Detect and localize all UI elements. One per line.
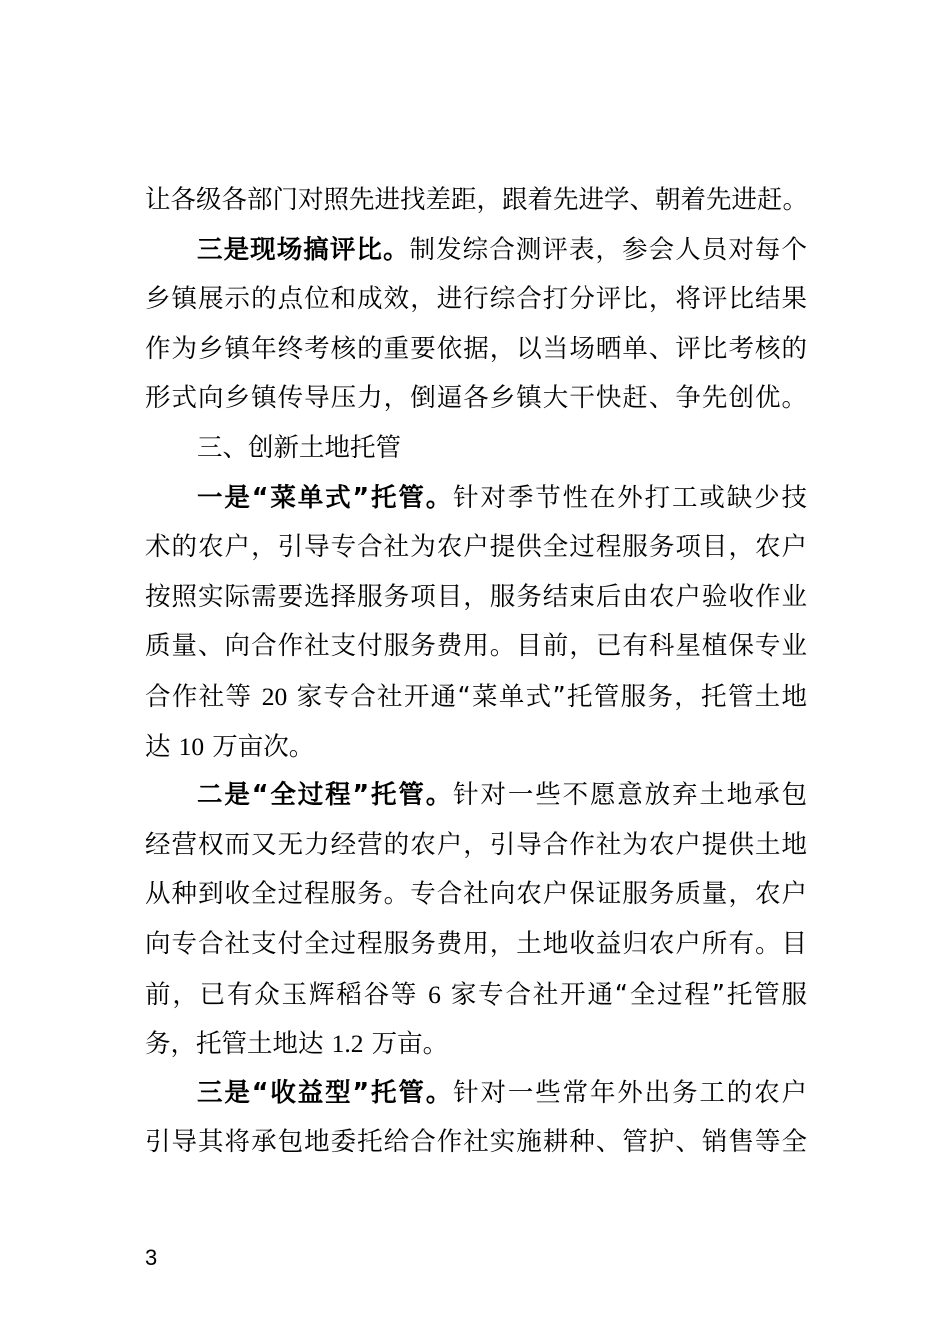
paragraph-continuation — [145, 176, 807, 226]
number-value: 6 — [428, 979, 441, 1009]
text-segment: 前，已有众玉辉稻谷等 — [145, 979, 419, 1010]
text-line — [145, 1019, 807, 1069]
text-line: 作为乡镇年终考核的重要依据，以当场晒单、评比考核的 — [145, 333, 807, 364]
text-segment: 家专合社开通“菜单式”托管服务，托管土地 — [296, 681, 807, 712]
paragraph-on-site-evaluation — [145, 226, 807, 424]
text-line — [145, 474, 807, 524]
number-value: 10 — [178, 731, 205, 761]
text-line: 按照实际需要选择服务项目，服务结束后由农户验收作业 — [145, 581, 807, 612]
text-segment: 合作社等 — [145, 681, 253, 712]
text-line — [145, 771, 807, 821]
paragraph-heading: 一是“菜单式”托管。 — [197, 482, 454, 513]
text-line: 引导其将承包地委托给合作社实施耕种、管护、销售等全 — [145, 1127, 807, 1158]
text-line: 让各级各部门对照先进找差距，跟着先进学、朝着先进赶。 — [145, 185, 809, 215]
paragraph-full-process-custody — [145, 771, 807, 1069]
text-segment: 针对一些不愿意放弃土地承包 — [453, 780, 807, 811]
section-title: 三、创新土地托管 — [197, 432, 402, 463]
number-value: 1.2 — [331, 1029, 364, 1059]
text-segment: 针对一些常年外出务工的农户 — [453, 1077, 807, 1108]
text-line: 乡镇展示的点位和成效，进行综合打分评比，将评比结果 — [145, 284, 807, 315]
text-line — [145, 722, 807, 772]
paragraph-menu-custody — [145, 474, 807, 772]
text-line: 向专合社支付全过程服务费用，土地收益归农户所有。目 — [145, 928, 807, 959]
text-line — [145, 226, 807, 276]
text-segment: 万亩次。 — [212, 731, 315, 762]
text-segment: 达 — [145, 731, 171, 762]
text-line: 经营权而又无力经营的农户，引导合作社为农户提供土地 — [145, 829, 807, 860]
text-segment: 务，托管土地达 — [145, 1029, 324, 1060]
paragraph-heading: 二是“全过程”托管。 — [197, 780, 454, 811]
paragraph-income-custody — [145, 1069, 807, 1168]
paragraph-heading: 三是“收益型”托管。 — [197, 1077, 454, 1108]
document-body — [145, 176, 807, 1168]
section-heading — [145, 424, 807, 474]
text-segment: 针对季节性在外打工或缺少技 — [453, 482, 807, 513]
text-line: 从种到收全过程服务。专合社向农户保证服务质量，农户 — [145, 879, 807, 910]
text-segment: 制发综合测评表，参会人员对每个 — [409, 234, 807, 265]
text-line — [145, 970, 807, 1020]
number-value: 20 — [261, 681, 288, 711]
text-line — [145, 672, 807, 722]
page-number: 3 — [145, 1245, 158, 1270]
text-line: 形式向乡镇传导压力，倒逼各乡镇大干快赶、争先创优。 — [145, 383, 807, 414]
text-segment: 家专合社开通“全过程”托管服 — [450, 979, 807, 1010]
text-segment: 万亩。 — [371, 1029, 449, 1060]
text-line — [145, 1069, 807, 1119]
text-line: 质量、向合作社支付服务费用。目前，已有科星植保专业 — [145, 631, 807, 662]
text-line: 术的农户，引导专合社为农户提供全过程服务项目，农户 — [145, 532, 807, 563]
paragraph-heading: 三是现场搞评比。 — [197, 234, 410, 265]
